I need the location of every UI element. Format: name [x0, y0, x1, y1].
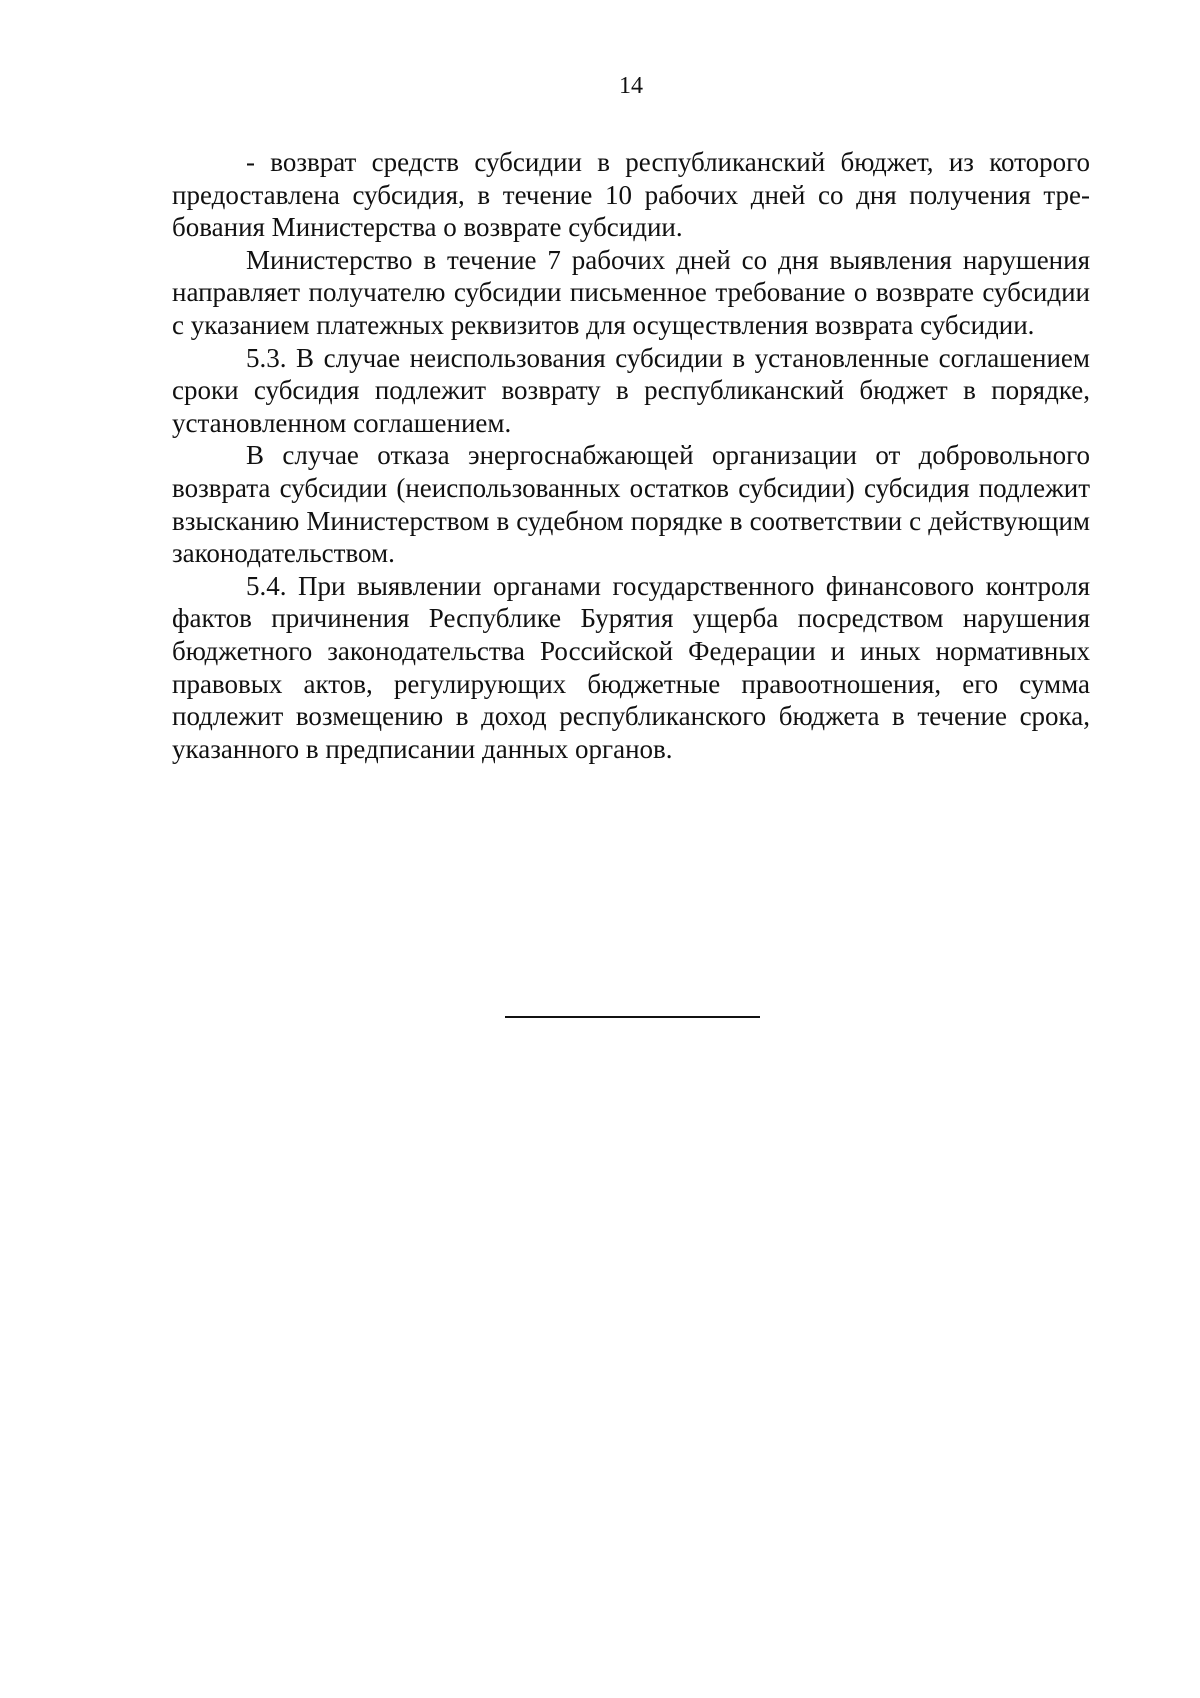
end-of-document-rule: [505, 1016, 760, 1018]
paragraph-section-5-3: 5.3. В случае неиспользования субсидии в установленные соглашением сроки субсидия подлежит возврату в республиканский бюджет в порядке, установленном соглашением.: [172, 342, 1090, 438]
paragraph-subsidy-return: - возврат средств субсидии в республиканский бюджет, из которого предоставлена субсидия, в течение 10 рабочих дней со дня получения требования Министерства о возврате субсидии.: [172, 147, 1090, 243]
paragraph-section-5-4: 5.4. При выявлении органами государственного финансового контроля фактов причинения Республике Бурятия ущерба посредством нарушения бюджетного законодательства Российской Федерации и иных нормативных правовых актов, регулирующих бюджетные правоотношения, его сумма подлежит возмещению в доход республиканского бюджета в течение срока, указанного в предписании данных органов.: [172, 570, 1090, 764]
paragraph-ministry-demand: Министерство в течение 7 рабочих дней со дня выявления нарушения направляет получателю субсидии письменное требование о возврате субсидии с указанием платежных реквизитов для осуществления возврата субсидии.: [172, 244, 1090, 340]
page-number: 14: [619, 73, 643, 99]
paragraph-refusal-recovery: В случае отказа энергоснабжающей организации от добровольного возврата субсидии (неиспользованных остатков субсидии) субсидия подлежит взысканию Министерством в судебном порядке в соответствии с действующим законодательством.: [172, 440, 1090, 569]
document-body: [172, 146, 1090, 765]
